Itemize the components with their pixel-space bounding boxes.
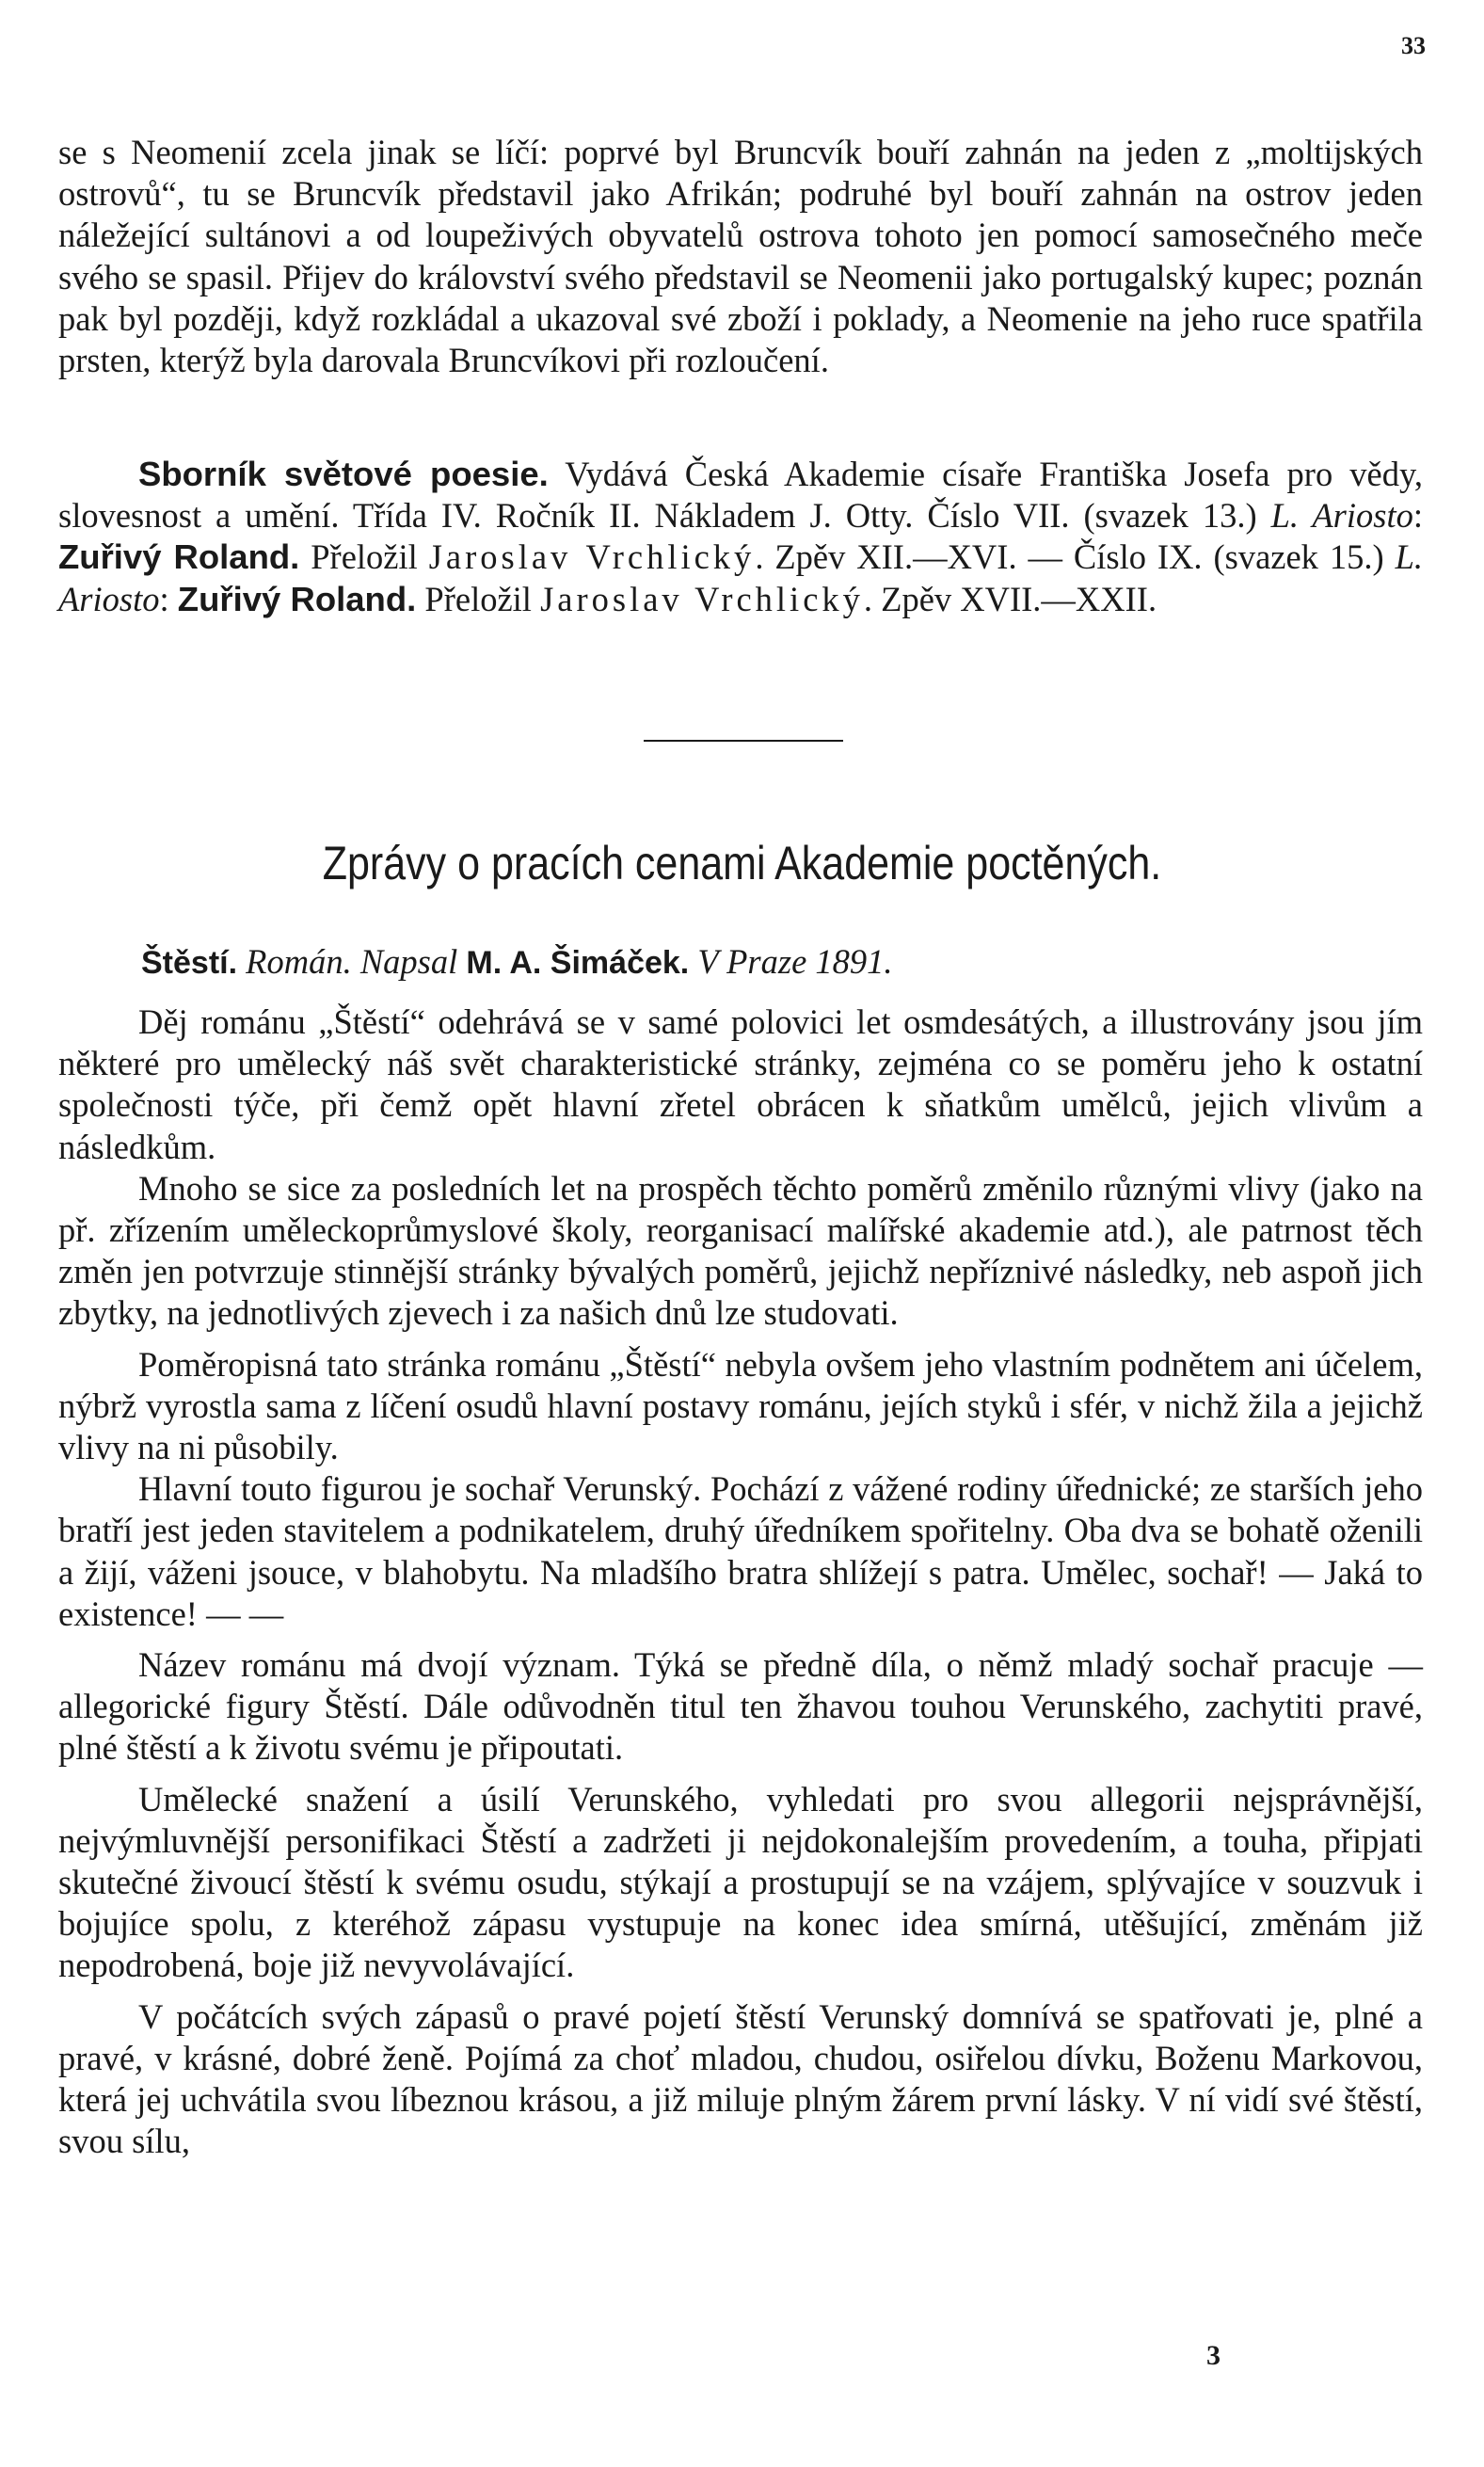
book-author: M. A. Šimáček. xyxy=(466,945,690,981)
sbornik-entry xyxy=(58,454,1423,620)
intro-paragraph: se s Neomenií zcela jinak se líčí: poprvé byl Bruncvík bouří zahnán na jeden z „moltijských ostrovů“, tu se Bruncvík představil jako Afrikán; podruhé byl bouří zahnán na ostrov jeden náležející sultánovi a od loupeživých obyvatelů ostrova tohoto jen pomocí samosečného meče svého se spasil. Přijev do království svého představil se Neomenii jako portugalský kupec; poznán pak byl později, když rozkládal a ukazoval své zboží i poklady, a Neomenie na jeho ruce spatřila prsten, kterýž byla darovala Bruncvíkovi při rozloučení. xyxy=(58,133,1423,380)
book-place: V Praze 1891. xyxy=(697,942,893,981)
page-number: 33 xyxy=(1401,32,1426,59)
sbornik-author-1: L. Ariosto xyxy=(1270,496,1413,536)
paragraph: Název románu má dvojí význam. Týká se předně díla, o němž mladý sochař pracuje — allegorické figury Štěstí. Dále odůvodněn titul ten žhavou touhou Verunského, zachytiti pravé, plné štěstí a k životu svému je připoutati. xyxy=(58,1645,1423,1768)
paragraph: V počátcích svých zápasů o pravé pojetí štěstí Verunský domnívá se spatřovati je, plné a pravé, v krásné, dobré ženě. Pojímá za choť mladou, chudou, osiřelou dívku, Boženu Markovou, která jej uchvátila svou líbeznou krásou, a již miluje plným žárem první lásky. V ní vidí své štěstí, svou sílu, xyxy=(58,1996,1423,2161)
review-body xyxy=(58,1001,1423,2162)
paragraph: Děj románu „Štěstí“ odehrává se v samé polovici let osmdesátých, a illustrovány jsou jím některé pro umělecký náš svět charakteristické stránky, zejména co se poměru jeho k ostatní společnosti týče, při čemž opět hlavní zřetel obrácen k sňatkům umělců, jejich vlivům a následkům. xyxy=(58,1002,1423,1166)
sbornik-title: Sborník světové poesie. xyxy=(138,455,549,493)
sbornik-text-2: Přeložil xyxy=(299,537,429,577)
paragraph: Hlavní touto figurou je sochař Verunský. Pochází z vážené rodiny úřednické; ze starších jeho bratří jest jeden stavitelem a podnikatelem, druhý úředníkem spořitelny. Oba dva se bohatě oženili a žijí, váženi jsouce, v blahobytu. Na mladšího bratra shlížejí s patra. Umělec, sochař! — Jaká to existence! — — xyxy=(58,1469,1423,1633)
paragraph: Poměropisná tato stránka románu „Štěstí“ nebyla ovšem jeho vlastním podnětem ani účelem, nýbrž vyrostla sama z líčení osudů hlavní postavy románu, jejích styků i sfér, v nichž žila a jejichž vlivy na ni působily. xyxy=(58,1344,1423,1467)
sbornik-work-1: Zuřivý Roland. xyxy=(58,537,300,577)
sbornik-author-2: L. Ariosto xyxy=(58,537,1423,618)
book-author-prefix: Napsal xyxy=(359,942,458,981)
sbornik-colon-2: : xyxy=(159,579,178,618)
sbornik-translator-1: Jaroslav Vrchlický xyxy=(428,537,756,577)
sbornik-colon-1: : xyxy=(1412,496,1423,536)
book-title: Štěstí. xyxy=(141,945,238,981)
sbornik-text-1: Vydává Česká Akademie císaře Františka Josefa pro vědy, slovesnost a umění. Třída IV. Ročník II. Nákladem J. Otty. Číslo VII. (svazek 13.) xyxy=(58,455,1423,536)
section-heading: Zprávy o pracích cenami Akademie poctěných. xyxy=(322,837,1162,889)
sbornik-text-4: Přeložil xyxy=(416,579,541,618)
intro-paragraph-block xyxy=(58,132,1423,381)
sbornik-work-2: Zuřivý Roland. xyxy=(177,579,417,618)
paragraph: Mnoho se sice za posledních let na prospěch těchto poměrů změnilo různými vlivy (jako na př. zřízením uměleckoprůmyslové školy, reorganisací malířské akademie atd.), ale patrnost těch změn jen potvrzuje stinnější stránky bývalých poměrů, jejichž nepříznivé následky, neb aspoň jich zbytky, na jednotlivých zjevech i za našich dnů lze studovati. xyxy=(58,1168,1423,1333)
paragraph: Umělecké snažení a úsilí Verunského, vyhledati pro svou allegorii nejsprávnější, nejvýmluvnější personifikaci Štěstí a zadržeti ji nejdokonalejším provedením, a touha, připjati skutečné živoucí štěstí k svému osudu, stýkají a prostupují se na vzájem, splývajíce v souzvuk i bojujíce spolu, z kteréhož zápasu vystupuje na konec idea smírná, utěšující, změnám již nepodrobená, boje již nevyvolávající. xyxy=(58,1779,1423,1985)
book-entry-heading xyxy=(141,941,893,984)
book-genre: Román. xyxy=(246,942,352,981)
sbornik-translator-2: Jaroslav Vrchlický xyxy=(540,579,864,618)
section-divider xyxy=(644,740,843,742)
sbornik-text-3: . Zpěv XII.—XVI. — Číslo IX. (svazek 15.) xyxy=(755,537,1396,577)
sbornik-text-5: . Zpěv XVII.—XXII. xyxy=(863,579,1157,618)
signature-mark: 3 xyxy=(1206,2340,1221,2371)
